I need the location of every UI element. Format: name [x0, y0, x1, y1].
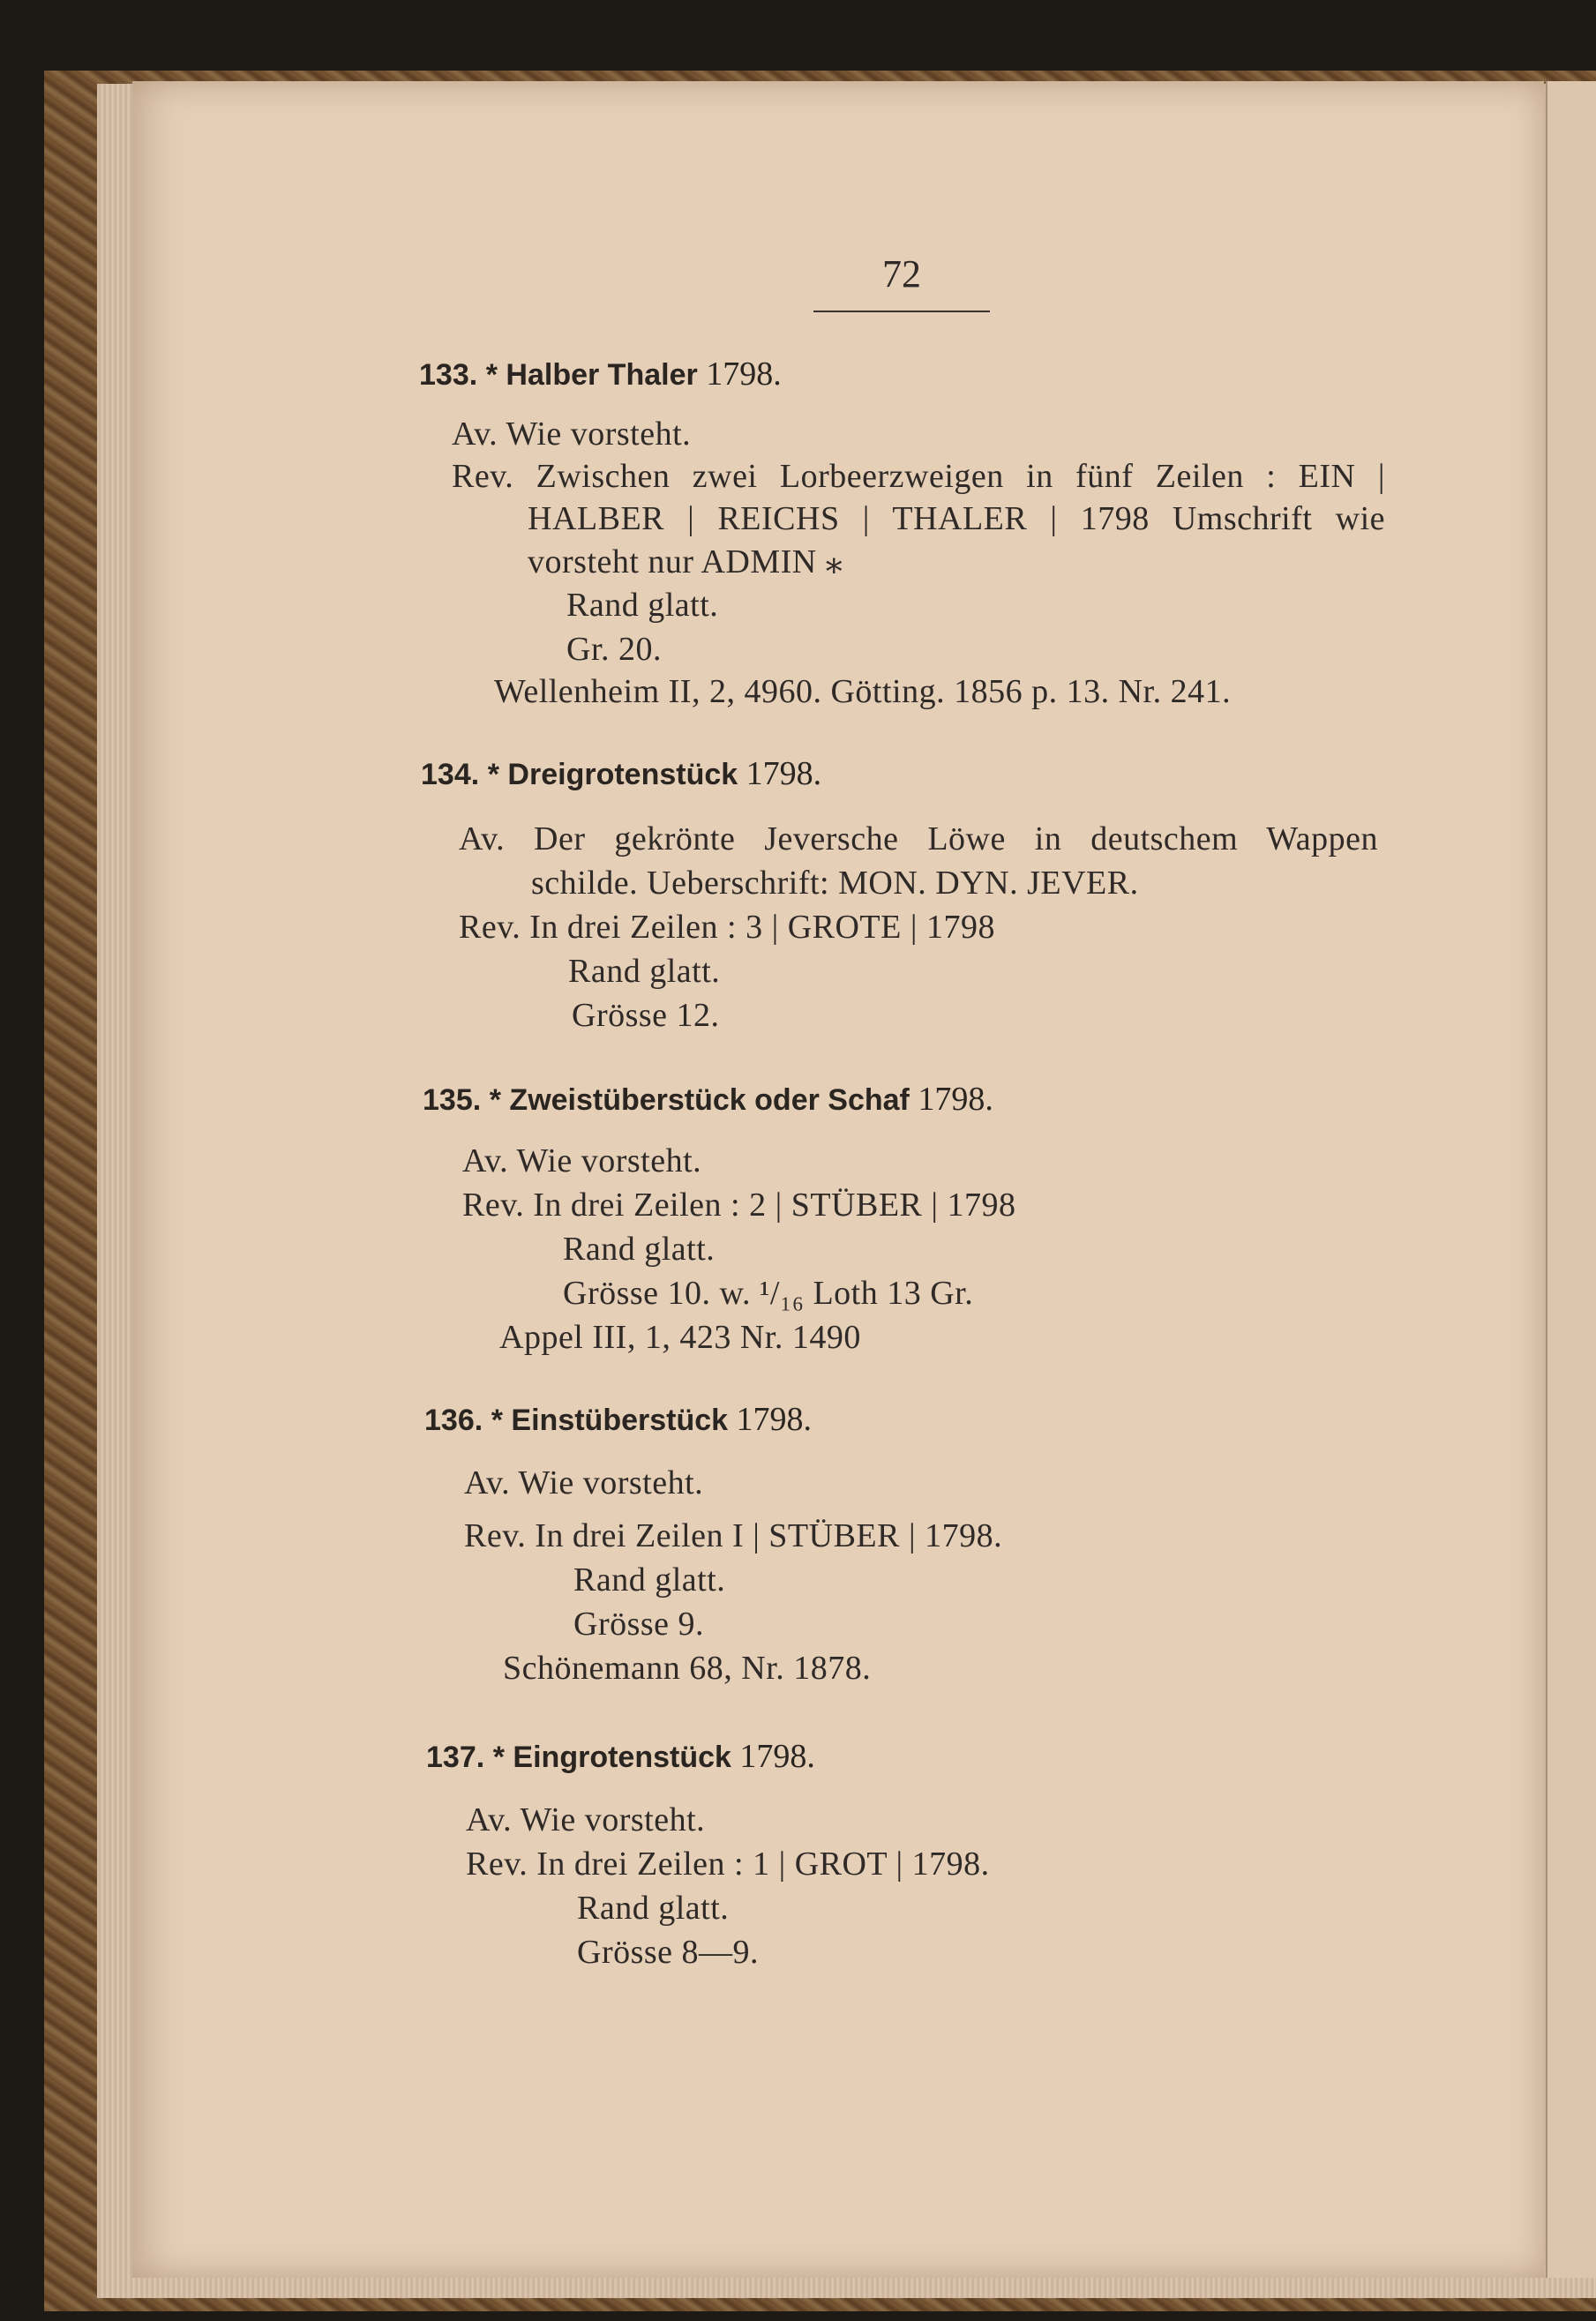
entry-133-line: Gr. 20. [566, 631, 662, 668]
entry-133-line: Wellenheim II, 2, 4960. Götting. 1856 p. 13. Nr. 241. [494, 673, 1232, 710]
header-rule [813, 311, 990, 312]
entry-title: Dreigrotenstück [507, 758, 738, 791]
entry-title: Zweistüberstück oder Schaf [509, 1083, 910, 1117]
entry-asterisk: * [487, 758, 499, 791]
entry-136-line: Schönemann 68, Nr. 1878. [503, 1650, 872, 1687]
facing-page-edge [1546, 81, 1596, 2278]
entry-asterisk: * [485, 358, 498, 392]
entry-number: 133. [419, 358, 478, 392]
entry-number: 137. [426, 1741, 485, 1774]
page-number: 72 [882, 252, 921, 296]
entry-135-line: Av. Wie vorsteht. [462, 1142, 702, 1179]
entry-137-line: Grösse 8—9. [577, 1934, 760, 1971]
entry-133-line: Rand glatt. [566, 587, 719, 624]
entry-year: 1798. [706, 356, 782, 393]
entry-135-line: Rand glatt. [563, 1231, 716, 1268]
entry-134-line: Av. Der gekrönte Jeversche Löwe in deutschem Wappen [459, 820, 1378, 857]
entry-asterisk: * [492, 1741, 505, 1774]
entry-asterisk: * [489, 1083, 501, 1117]
entry-135-line: Appel III, 1, 423 Nr. 1490 [499, 1319, 861, 1356]
entry-134-line: Rand glatt. [568, 953, 721, 990]
entry-133-heading [419, 355, 782, 393]
entry-136-line: Rand glatt. [573, 1561, 726, 1598]
entry-136-line: Grösse 9. [573, 1606, 705, 1643]
entry-asterisk: * [491, 1404, 503, 1437]
entry-133-line: HALBER | REICHS | THALER | 1798 Umschrift wie [528, 500, 1385, 537]
entry-year: 1798. [746, 755, 822, 792]
entry-number: 136. [424, 1404, 483, 1437]
entry-137-heading [426, 1737, 815, 1776]
entry-134-line: Rev. In drei Zeilen : 3 | GROTE | 1798 [459, 909, 995, 946]
book-page [132, 81, 1544, 2278]
entry-134-line: schilde. Ueberschrift: MON. DYN. JEVER. [531, 865, 1139, 902]
entry-135-line: Rev. In drei Zeilen : 2 | STÜBER | 1798 [462, 1187, 1016, 1224]
entry-136-line: Av. Wie vorsteht. [464, 1464, 704, 1501]
entry-number: 134. [421, 758, 480, 791]
entry-136-line: Rev. In drei Zeilen I | STÜBER | 1798. [464, 1517, 1003, 1554]
entry-136-heading [424, 1400, 812, 1439]
entry-133-line: vorsteht nur ADMIN ⁎ [528, 543, 843, 580]
entry-134-line: Grösse 12. [572, 997, 720, 1034]
entry-134-heading [421, 754, 821, 793]
entry-title: Eingrotenstück [513, 1741, 731, 1774]
entry-year: 1798. [736, 1401, 813, 1438]
entry-137-line: Rev. In drei Zeilen : 1 | GROT | 1798. [466, 1846, 990, 1883]
entry-135-line: Grösse 10. w. ¹/₁₆ Loth 13 Gr. [563, 1275, 974, 1312]
entry-137-line: Rand glatt. [577, 1890, 730, 1927]
entry-number: 135. [423, 1083, 482, 1117]
entry-133-line: Av. Wie vorsteht. [452, 416, 692, 453]
entry-137-line: Av. Wie vorsteht. [466, 1801, 706, 1838]
entry-135-heading [423, 1080, 993, 1119]
entry-year: 1798. [918, 1081, 993, 1118]
entry-title: Einstüberstück [511, 1404, 729, 1437]
entry-133-line: Rev. Zwischen zwei Lorbeerzweigen in fünf Zeilen : EIN | [452, 458, 1385, 495]
entry-year: 1798. [739, 1738, 815, 1775]
entry-title: Halber Thaler [506, 358, 698, 392]
